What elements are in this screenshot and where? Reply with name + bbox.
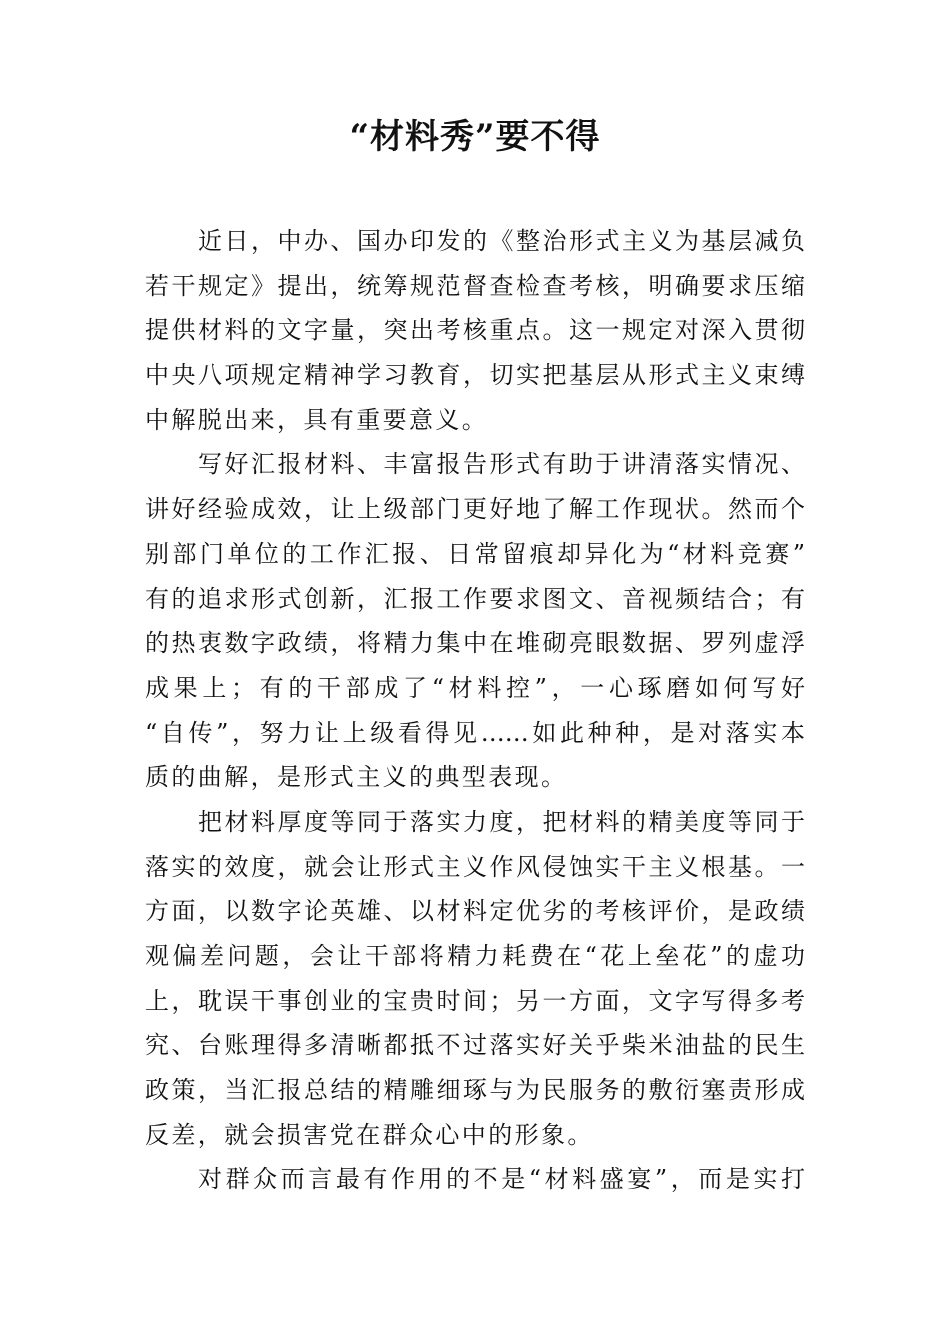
document-body [145, 219, 805, 1202]
text-line: 方面，以数字论英雄、以材料定优劣的考核评价，是政绩 [145, 897, 805, 926]
text-line: 把材料厚度等同于落实力度，把材料的精美度等同于 [198, 807, 805, 836]
document-title: “材料秀”要不得 [349, 117, 601, 157]
text-line: 反差，就会损害党在群众心中的形象。 [145, 1120, 594, 1149]
text-line: 对群众而言最有作用的不是“材料盛宴”，而是实打 [198, 1165, 805, 1194]
text-line: 中央八项规定精神学习教育，切实把基层从形式主义束缚 [145, 361, 805, 390]
text-line: 中解脱出来，具有重要意义。 [145, 405, 489, 434]
paragraph [145, 442, 805, 800]
text-line: 的热衷数字政绩，将精力集中在堆砌亮眼数据、罗列虚浮 [145, 629, 805, 658]
text-line: 写好汇报材料、丰富报告形式有助于讲清落实情况、 [198, 450, 805, 479]
paragraph [145, 219, 805, 442]
text-line: 近日，中办、国办印发的《整治形式主义为基层减负 [198, 227, 805, 255]
text-line: 成果上；有的干部成了“材料控”，一心琢磨如何写好 [145, 673, 805, 702]
text-line: 观偏差问题，会让干部将精力耗费在“花上垒花”的虚功 [145, 942, 805, 970]
text-line: 有的追求形式创新，汇报工作要求图文、音视频结合；有 [145, 584, 805, 613]
paragraph [145, 800, 805, 1158]
text-line: 上，耽误干事创业的宝贵时间；另一方面，文字写得多考 [145, 986, 805, 1015]
text-line: 究、台账理得多清晰都抵不过落实好关乎柴米油盐的民生 [145, 1031, 805, 1060]
text-line: 质的曲解，是形式主义的典型表现。 [145, 763, 568, 792]
text-line: 落实的效度，就会让形式主义作风侵蚀实干主义根基。一 [145, 852, 805, 881]
text-line: 政策，当汇报总结的精雕细琢与为民服务的敷衍塞责形成 [145, 1076, 805, 1105]
text-line: 提供材料的文字量，突出考核重点。这一规定对深入贯彻 [145, 316, 805, 345]
paragraph [145, 1157, 805, 1202]
text-line: 讲好经验成效，让上级部门更好地了解工作现状。然而个 [145, 495, 805, 524]
text-line: 别部门单位的工作汇报、日常留痕却异化为“材料竞赛” [145, 539, 805, 568]
text-line: 若干规定》提出，统筹规范督查检查考核，明确要求压缩 [145, 271, 805, 300]
text-line: “自传”，努力让上级看得见……如此种种，是对落实本 [145, 718, 805, 747]
